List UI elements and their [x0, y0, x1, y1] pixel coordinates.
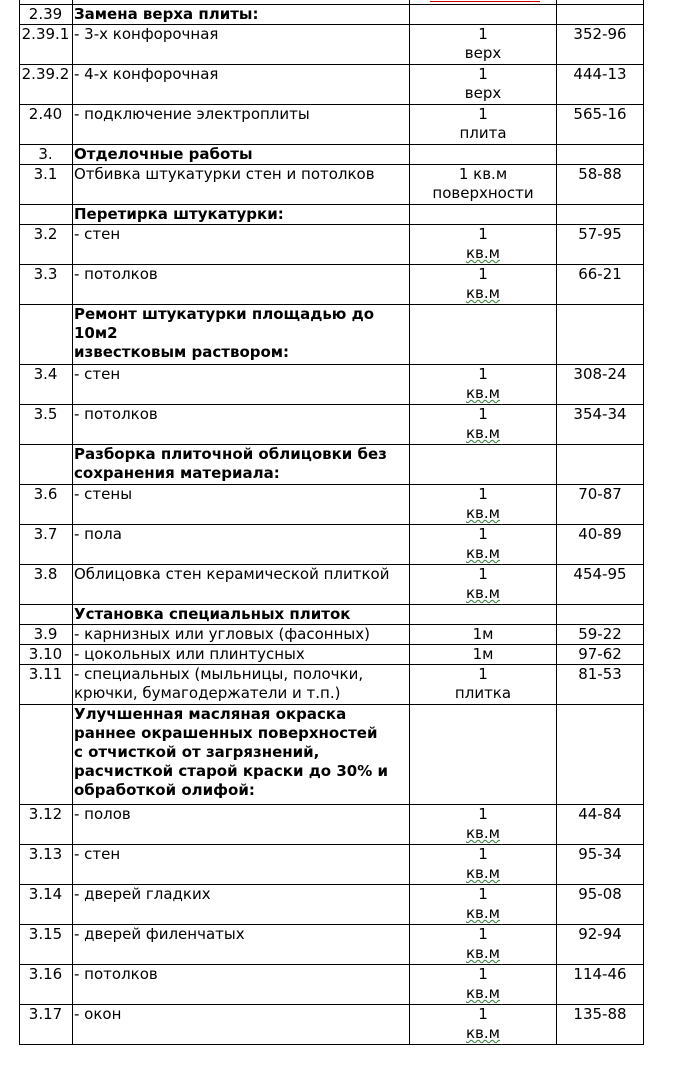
row-description: 10м2 — [74, 324, 118, 342]
row-description: - дверей филенчатых — [74, 925, 245, 943]
row-unit: кв.м — [466, 824, 500, 842]
row-unit: плитка — [454, 684, 512, 702]
row-description: - цокольных или плинтусных — [74, 645, 305, 663]
row-unit: 1 — [478, 25, 488, 43]
row-number: 3.17 — [28, 1005, 63, 1023]
row-description: - потолков — [74, 965, 158, 983]
row-description: Облицовка стен керамической плиткой — [74, 565, 390, 583]
row-unit: плита — [459, 124, 507, 142]
row-price: 57-95 — [578, 225, 622, 243]
row-price: 95-34 — [578, 845, 622, 863]
row-price: 59-22 — [578, 625, 622, 643]
row-unit: 1 — [478, 485, 488, 503]
row-unit: кв.м — [466, 504, 500, 522]
row-description: - пола — [74, 525, 122, 543]
row-description: - потолков — [74, 405, 158, 423]
row-description: - стен — [74, 365, 121, 383]
row-price: 92-94 — [578, 925, 622, 943]
row-description: Ремонт штукатурки площадью до — [74, 305, 375, 323]
row-number: 3.1 — [33, 165, 58, 183]
row-unit: 1 — [478, 565, 488, 583]
row-price: 352-96 — [573, 25, 627, 43]
row-unit: 1 — [478, 365, 488, 383]
row-unit: поверхности — [432, 184, 534, 202]
row-number: 3.9 — [33, 625, 58, 643]
row-unit: 1м — [472, 625, 494, 643]
row-description: Улучшенная масляная окраска — [74, 705, 347, 723]
row-description: Разборка плиточной облицовки без — [74, 445, 387, 463]
row-unit: кв.м — [466, 384, 500, 402]
row-number: 3.2 — [33, 225, 58, 243]
row-unit: кв.м — [466, 864, 500, 882]
row-price: 58-88 — [578, 165, 622, 183]
row-unit: кв.м — [466, 544, 500, 562]
row-price: 70-87 — [578, 485, 622, 503]
row-description: - полов — [74, 805, 131, 823]
row-description: - 3-х конфорочная — [74, 25, 219, 43]
row-unit: 1 — [478, 225, 488, 243]
row-unit: кв.м — [466, 904, 500, 922]
row-price: 40-89 — [578, 525, 622, 543]
row-unit: кв.м — [466, 584, 500, 602]
row-unit: кв.м — [466, 424, 500, 442]
clipped-text-fragment — [430, 1, 540, 2]
row-unit: кв.м — [466, 984, 500, 1002]
row-description: - стены — [74, 485, 133, 503]
row-unit: кв.м — [466, 944, 500, 962]
row-unit: 1 — [478, 525, 488, 543]
row-number: 2.39.1 — [21, 25, 70, 43]
row-price: 44-84 — [578, 805, 622, 823]
row-number: 3.13 — [28, 845, 63, 863]
row-unit: 1 — [478, 405, 488, 423]
row-unit: верх — [464, 84, 502, 102]
row-number: 3.16 — [28, 965, 63, 983]
row-price: 354-34 — [573, 405, 627, 423]
row-price: 81-53 — [578, 665, 622, 683]
row-description: - подключение электроплиты — [74, 105, 310, 123]
row-number: 2.40 — [28, 105, 63, 123]
row-number: 3.11 — [28, 665, 63, 683]
row-price: 308-24 — [573, 365, 627, 383]
row-description: - окон — [74, 1005, 122, 1023]
row-number: 3.10 — [28, 645, 63, 663]
row-description: Отделочные работы — [74, 145, 253, 163]
row-unit: 1 — [478, 1005, 488, 1023]
row-description: Перетирка штукатурки: — [74, 205, 284, 223]
row-price: 444-13 — [573, 65, 627, 83]
row-number: 3.7 — [33, 525, 58, 543]
row-unit: 1 — [478, 885, 488, 903]
row-description: - 4-х конфорочная — [74, 65, 219, 83]
row-description: расчисткой старой краски до 30% и — [74, 762, 388, 780]
row-unit: кв.м — [466, 1024, 500, 1042]
row-unit: 1 — [478, 965, 488, 983]
row-number: 3.14 — [28, 885, 63, 903]
row-description: сохранения материала: — [74, 464, 280, 482]
row-price: 135-88 — [573, 1005, 627, 1023]
row-unit: кв.м — [466, 244, 500, 262]
row-unit: 1м — [472, 645, 494, 663]
row-price: 114-46 — [573, 965, 627, 983]
row-number: 3.5 — [33, 405, 58, 423]
row-unit: верх — [464, 44, 502, 62]
row-description: - стен — [74, 845, 121, 863]
row-number: 3.6 — [33, 485, 58, 503]
row-description: Замена верха плиты: — [74, 5, 259, 23]
row-description: известковым раствором: — [74, 343, 290, 361]
row-description: Отбивка штукатурки стен и потолков — [74, 165, 375, 183]
row-price: 454-95 — [573, 565, 627, 583]
row-separator — [19, 1044, 644, 1045]
row-unit: 1 — [478, 65, 488, 83]
row-unit: кв.м — [466, 284, 500, 302]
row-number: 2.39.2 — [21, 65, 70, 83]
column-separator — [72, 0, 73, 1044]
row-description: с отчисткой от загрязнений, — [74, 743, 320, 761]
row-unit: 1 — [478, 925, 488, 943]
row-description: - потолков — [74, 265, 158, 283]
row-description: - дверей гладких — [74, 885, 211, 903]
row-price: 66-21 — [578, 265, 622, 283]
row-description: - специальных (мыльницы, полочки, — [74, 665, 364, 683]
row-unit: 1 — [478, 845, 488, 863]
row-price: 565-16 — [573, 105, 627, 123]
row-price: 95-08 — [578, 885, 622, 903]
row-number: 3.8 — [33, 565, 58, 583]
row-unit: 1 — [478, 665, 488, 683]
row-number: 3.15 — [28, 925, 63, 943]
row-description: Установка специальных плиток — [74, 605, 351, 623]
row-number: 3.3 — [33, 265, 58, 283]
row-number: 3.12 — [28, 805, 63, 823]
row-description: - карнизных или угловых (фасонных) — [74, 625, 370, 643]
row-description: обработкой олифой: — [74, 781, 255, 799]
row-description: крючки, бумагодержатели и т.п.) — [74, 684, 341, 702]
row-unit: 1 кв.м — [458, 165, 508, 183]
row-number: 3. — [38, 145, 53, 163]
row-description: - стен — [74, 225, 121, 243]
row-unit: 1 — [478, 805, 488, 823]
row-unit: 1 — [478, 265, 488, 283]
row-unit: 1 — [478, 105, 488, 123]
row-description: раннее окрашенных поверхностей — [74, 724, 378, 742]
row-number: 3.4 — [33, 365, 58, 383]
row-number: 2.39 — [28, 5, 63, 23]
row-price: 97-62 — [578, 645, 622, 663]
